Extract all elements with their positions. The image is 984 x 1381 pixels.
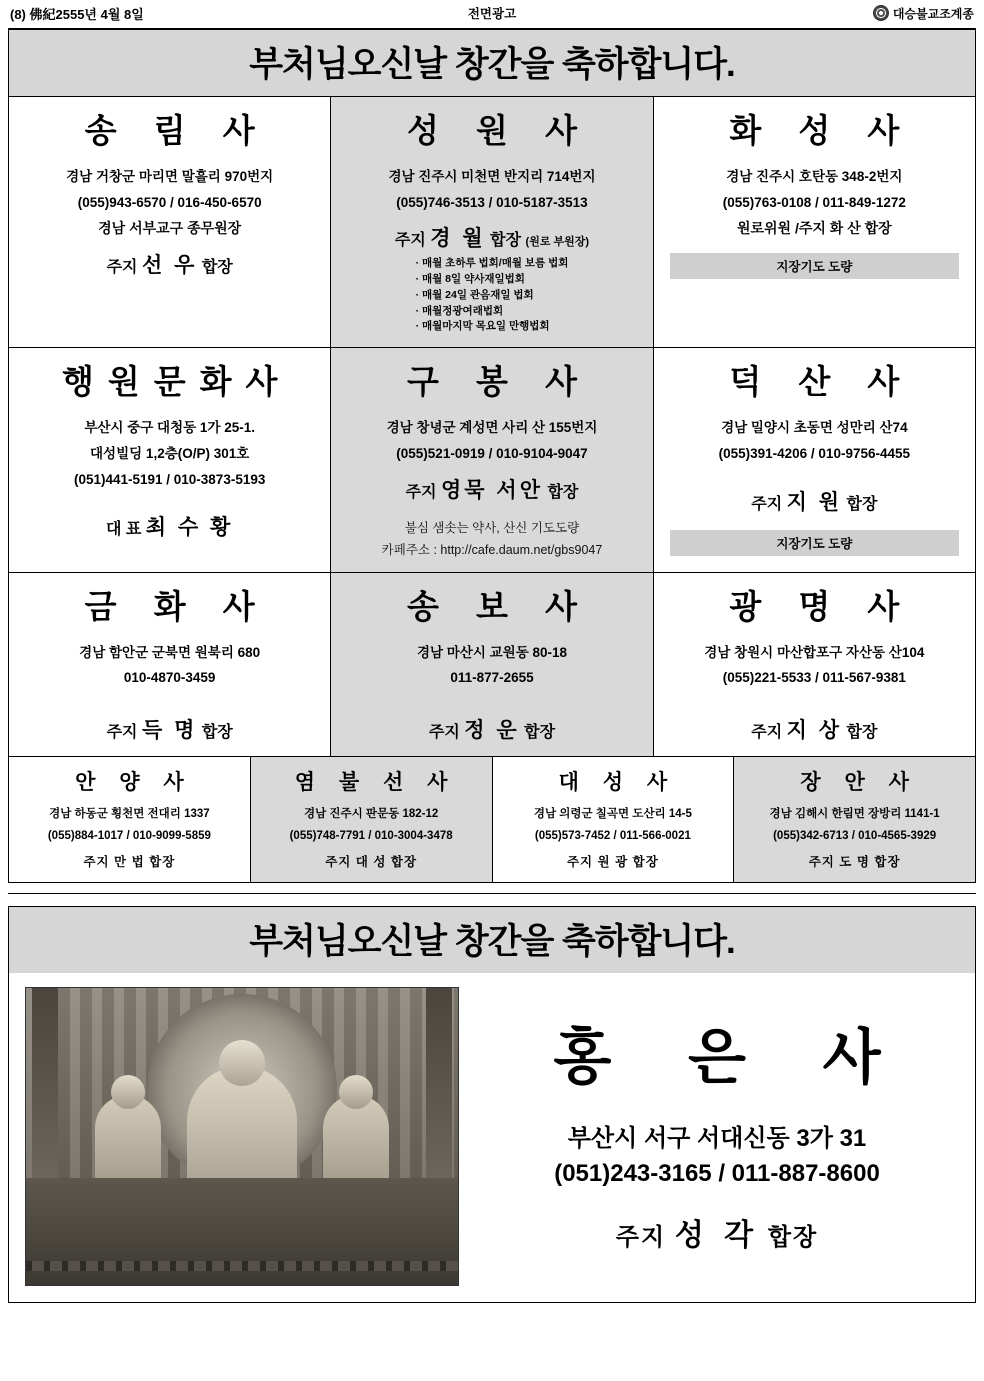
page-date: (8) 佛紀2555년 4월 8일	[10, 6, 144, 22]
abbot-prefix: 주지	[405, 483, 437, 501]
temple-phone: (055)391-4206 / 010-9756-4455	[718, 446, 911, 462]
temple-note: 불심 샘솟는 약사, 산신 기도도량	[404, 520, 580, 535]
ad-cell-hwaseongsa	[654, 97, 975, 347]
temple-address: 경남 진주시 판문동 182-12	[303, 808, 439, 821]
temple-abbot: 주지 대 성 합장	[325, 855, 418, 870]
abbot-suffix: 합장	[201, 724, 233, 742]
abbot-note: (원로 부원장)	[525, 236, 590, 249]
ad-cell-geumhwasa	[9, 573, 331, 756]
abbot-suffix: 합장	[201, 259, 233, 277]
abbot-suffix: 합장	[524, 724, 556, 742]
temple-ad-grid	[8, 96, 976, 883]
ad-cell-haengwon-munhwasa	[9, 348, 331, 571]
temple-name: 송 림 사	[84, 112, 269, 149]
bottom-ad-text	[475, 987, 959, 1286]
temple-abbot: 주지 만 법 합장	[83, 855, 176, 870]
temple-phone: (055)748-7791 / 010-3004-3478	[289, 830, 453, 843]
ad-cell-seongwonsa	[331, 97, 653, 347]
temple-name: 성 원 사	[407, 112, 591, 149]
ad-cell-deoksansa	[654, 348, 975, 571]
temple-phone: (055)342-6713 / 010-4565-3929	[773, 830, 937, 843]
abbot-name: 지 원	[786, 490, 843, 514]
abbot-prefix: 주지	[428, 724, 460, 742]
list-item: · 매월정광여래법회	[415, 304, 504, 317]
temple-phone: (051)243-3165 / 011-887-8600	[554, 1159, 880, 1187]
temple-address: 경남 진주시 호탄동 348-2번지	[726, 169, 903, 185]
temple-address: 부산시 서구 서대신동 3가 31	[567, 1125, 867, 1152]
abbot-name: 최 수 황	[145, 516, 234, 540]
status-badge: 지장기도 도량	[670, 253, 959, 279]
temple-address: 경남 창녕군 계성면 사리 산 155번지	[386, 420, 598, 436]
temple-abbot	[660, 714, 969, 744]
temple-name: 대 성 사	[558, 771, 677, 795]
abbot-suffix: 합장	[846, 495, 878, 513]
temple-phone: 011-877-2655	[450, 670, 534, 686]
event-list	[416, 256, 569, 335]
abbot-name: 정 운	[464, 719, 520, 743]
list-item: · 매월 초하루 법회/매월 보름 법회	[415, 257, 569, 270]
temple-address: 경남 창원시 마산합포구 자산동 산104	[704, 644, 925, 660]
temple-phone: (055)746-3513 / 010-5187-3513	[396, 194, 588, 210]
section-title: 전면광고	[467, 7, 517, 21]
temple-abbot	[15, 511, 324, 541]
temple-name: 금 화 사	[84, 587, 269, 625]
temple-abbot	[15, 249, 324, 279]
temple-name: 행원문화사	[61, 363, 292, 401]
temple-phone: (055)221-5533 / 011-567-9381	[722, 670, 906, 686]
ad-row	[9, 97, 975, 348]
ad-cell-anyangsa	[9, 757, 251, 882]
temple-abbot	[616, 1210, 818, 1254]
temple-name: 홍 은 사	[553, 1024, 911, 1091]
wheel-logo-icon	[873, 5, 889, 21]
ad-cell-jangansa	[734, 757, 975, 882]
abbot-prefix: 대 표	[105, 521, 142, 539]
temple-abbot	[15, 714, 324, 744]
temple-abbot: 주지 도 명 합장	[808, 855, 901, 870]
temple-name: 장 안 사	[800, 771, 918, 795]
ad-row	[9, 573, 975, 757]
list-item: · 매월 8일 약사재일법회	[415, 273, 525, 286]
abbot-prefix: 주지	[615, 1223, 667, 1251]
abbot-prefix: 주지	[106, 259, 138, 277]
status-badge: 지장기도 도량	[670, 530, 959, 556]
masthead	[8, 0, 976, 29]
temple-address: 경남 함안군 군북면 원북리 680	[79, 644, 261, 660]
publisher-name: 대승불교조계종	[892, 6, 974, 21]
temple-name: 광 명 사	[729, 587, 914, 625]
ad-cell-gwangmyeongsa	[654, 573, 975, 756]
temple-abbot: 주지 원 광 합장	[566, 855, 659, 870]
temple-phone: 010-4870-3459	[123, 670, 216, 686]
ad-cell-daeseongsa	[493, 757, 735, 882]
temple-name: 구 봉 사	[407, 363, 591, 401]
abbot-suffix: 합장	[767, 1223, 819, 1251]
abbot-name: 득 명	[141, 719, 198, 743]
temple-name: 안 양 사	[75, 771, 193, 795]
temple-address: 경남 마산시 교원동 80-18	[416, 644, 568, 660]
temple-abbot	[337, 714, 646, 744]
ad-cell-hongeunsa	[8, 973, 976, 1303]
abbot-name: 영묵 서안	[441, 478, 543, 502]
temple-abbot	[337, 222, 646, 252]
banner-bottom: 부처님오신날 창간을 축하합니다.	[8, 906, 976, 973]
temple-role: 경남 서부교구 종무원장	[98, 220, 242, 237]
temple-phone: (055)521-0919 / 010-9104-9047	[396, 446, 588, 462]
temple-phone: (055)943-6570 / 016-450-6570	[77, 194, 262, 210]
temple-phone: (055)573-7452 / 011-566-0021	[534, 830, 691, 843]
temple-address: 경남 거창군 마리면 말흘리 970번지	[66, 169, 274, 185]
temple-phone: (051)441-5191 / 010-3873-5193	[73, 471, 266, 487]
abbot-prefix: 주지	[751, 724, 783, 742]
temple-abbot	[660, 486, 969, 516]
publisher-logo	[873, 5, 974, 22]
temple-abbot	[337, 474, 646, 504]
abbot-suffix: 합장	[846, 724, 878, 742]
ad-cell-songbosa	[331, 573, 653, 756]
temple-address: 부산시 중구 대청동 1가 25-1.	[84, 420, 255, 436]
temple-address: 경남 의령군 칠곡면 도산리 14-5	[533, 808, 692, 821]
banner-top: 부처님오신날 창간을 축하합니다.	[8, 29, 976, 96]
section-divider	[8, 893, 976, 898]
ad-row	[9, 348, 975, 572]
temple-address: 경남 밀양시 초동면 성만리 산74	[721, 420, 908, 436]
abbot-name: 선 우	[141, 254, 198, 278]
temple-name: 화 성 사	[729, 112, 914, 149]
temple-role: 원로위원 /주지 화 산 합장	[736, 220, 892, 237]
ad-cell-gubongsa	[331, 348, 653, 571]
abbot-name: 지 상	[786, 719, 843, 743]
temple-name: 덕 산 사	[729, 363, 914, 401]
abbot-suffix: 합장	[490, 232, 522, 250]
temple-name: 염 불 선 사	[294, 771, 457, 795]
temple-address: 경남 진주시 미천면 반지리 714번지	[388, 169, 596, 185]
ad-cell-songnimsa	[9, 97, 331, 347]
list-item: · 매월 24일 관음재일 법회	[415, 288, 534, 301]
list-item: · 매월마지막 목요일 만행법회	[415, 320, 550, 333]
abbot-prefix: 주지	[394, 232, 426, 250]
temple-address-2: 대성빌딩 1,2층(O/P) 301호	[90, 446, 250, 462]
ad-cell-yeombulseonsa	[251, 757, 493, 882]
abbot-suffix: 합장	[547, 483, 579, 501]
abbot-name: 성 각	[674, 1218, 760, 1252]
temple-cafe-url: 카페주소 : http://cafe.daum.net/gbs9047	[381, 542, 603, 557]
ad-row-small	[9, 757, 975, 882]
abbot-prefix: 주지	[106, 724, 138, 742]
buddha-triad-altar-photo	[25, 987, 459, 1286]
temple-name: 송 보 사	[407, 587, 591, 625]
temple-address: 경남 김해시 한림면 장방리 1141-1	[769, 808, 940, 821]
temple-phone: (055)884-1017 / 010-9099-5859	[47, 830, 211, 843]
temple-address: 경남 하동군 횡천면 전대리 1337	[49, 808, 210, 821]
abbot-prefix: 주지	[751, 495, 783, 513]
abbot-name: 경 월	[430, 227, 486, 251]
temple-phone: (055)763-0108 / 011-849-1272	[722, 194, 906, 210]
